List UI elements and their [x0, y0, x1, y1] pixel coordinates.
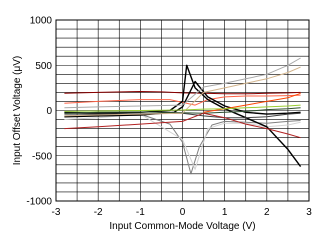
y-tick-label: -1000	[26, 196, 52, 208]
y-tick-label: 1000	[29, 15, 52, 27]
y-tick-label: 500	[35, 60, 52, 72]
x-tick-label: -1	[135, 207, 145, 218]
x-axis-label: Input Common-Mode Voltage (V)	[109, 221, 256, 232]
y-tick-label: -500	[31, 151, 52, 163]
x-tick-label: 1	[221, 207, 228, 218]
x-tick-label: 0	[179, 207, 186, 218]
x-tick-label: -3	[51, 207, 61, 218]
y-tick-label: 0	[46, 106, 52, 117]
x-tick-label: 2	[264, 207, 270, 218]
x-tick-label: -2	[93, 207, 103, 218]
x-tick-label: 3	[306, 207, 312, 218]
y-axis-label: Input Offset Voltage (μV)	[12, 55, 23, 166]
